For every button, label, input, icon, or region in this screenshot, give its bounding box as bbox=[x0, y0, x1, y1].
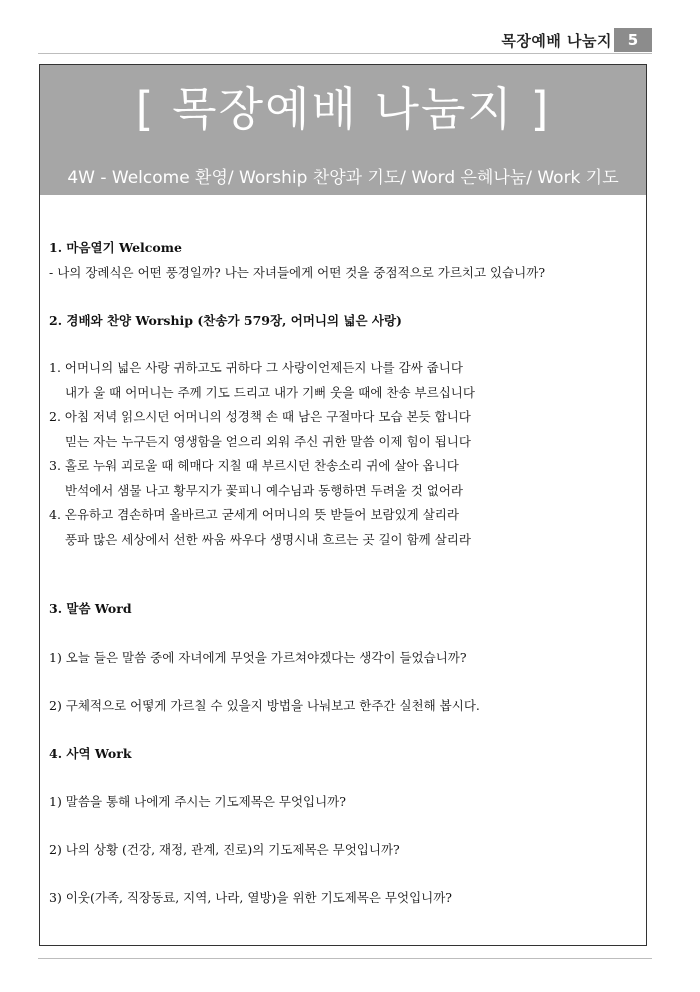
content-frame bbox=[39, 64, 647, 946]
footer-rule bbox=[38, 958, 652, 959]
lyric-line: 3. 홀로 누워 괴로울 때 헤매다 지칠 때 부르시던 찬송소리 귀에 살아 옵니다 bbox=[49, 458, 459, 473]
running-header bbox=[0, 28, 700, 54]
welcome-heading: 1. 마음열기 Welcome bbox=[49, 240, 182, 255]
work-heading: 4. 사역 Work bbox=[49, 746, 132, 761]
lyric-line: 4. 온유하고 겸손하며 올바르고 굳세게 어머니의 뜻 받들어 보람있게 살리라 bbox=[49, 507, 459, 522]
worship-heading: 2. 경배와 찬양 Worship (찬송가 579장, 어머니의 넓은 사랑) bbox=[49, 313, 402, 328]
banner-subtitle: 4W - Welcome 환영/ Worship 찬양과 기도/ Word 은혜나눔/ Work 기도 bbox=[67, 168, 619, 188]
page-number: 5 bbox=[614, 28, 652, 52]
lyric-line: 반석에서 샘물 나고 황무지가 꽃피니 예수님과 동행하면 두려울 것 없어라 bbox=[65, 483, 464, 498]
welcome-question: - 나의 장례식은 어떤 풍경일까? 나는 자녀들에게 어떤 것을 중점적으로 가르치고 있습니까? bbox=[49, 265, 546, 280]
title-banner bbox=[40, 65, 646, 195]
lyric-line: 2. 아침 저녁 읽으시던 어머니의 성경책 손 때 남은 구절마다 모습 본듯 합니다 bbox=[49, 409, 471, 424]
lyric-line: 내가 울 때 어머니는 주께 기도 드리고 내가 기뻐 웃을 때에 찬송 부르십니다 bbox=[65, 385, 475, 400]
word-question-1: 1) 오늘 들은 말씀 중에 자녀에게 무엇을 가르쳐야겠다는 생각이 들었습니까? bbox=[49, 650, 467, 665]
lyric-line: 풍파 많은 세상에서 선한 싸움 싸우다 생명시내 흐르는 곳 길이 함께 살리라 bbox=[65, 532, 471, 547]
lyric-line: 1. 어머니의 넓은 사랑 귀하고도 귀하다 그 사랑이언제든지 나를 감싸 줍니다 bbox=[49, 360, 463, 375]
running-title: 목장예배 나눔지 bbox=[501, 32, 612, 50]
word-question-2: 2) 구체적으로 어떻게 가르칠 수 있을지 방법을 나눠보고 한주간 실천해 봅시다. bbox=[49, 698, 480, 713]
lyric-line: 믿는 자는 누구든지 영생함을 얻으리 외워 주신 귀한 말씀 이제 힘이 됩니다 bbox=[65, 434, 471, 449]
banner-title: [ 목장예배 나눔지 ] bbox=[135, 82, 551, 136]
header-rule bbox=[38, 53, 652, 54]
word-heading: 3. 말씀 Word bbox=[49, 601, 132, 616]
work-question-3: 3) 이웃(가족, 직장동료, 지역, 나라, 열방)을 위한 기도제목은 무엇입니까? bbox=[49, 890, 452, 905]
work-question-2: 2) 나의 상황 (건강, 재정, 관계, 진로)의 기도제목은 무엇입니까? bbox=[49, 842, 400, 857]
work-question-1: 1) 말씀을 통해 나에게 주시는 기도제목은 무엇입니까? bbox=[49, 794, 346, 809]
